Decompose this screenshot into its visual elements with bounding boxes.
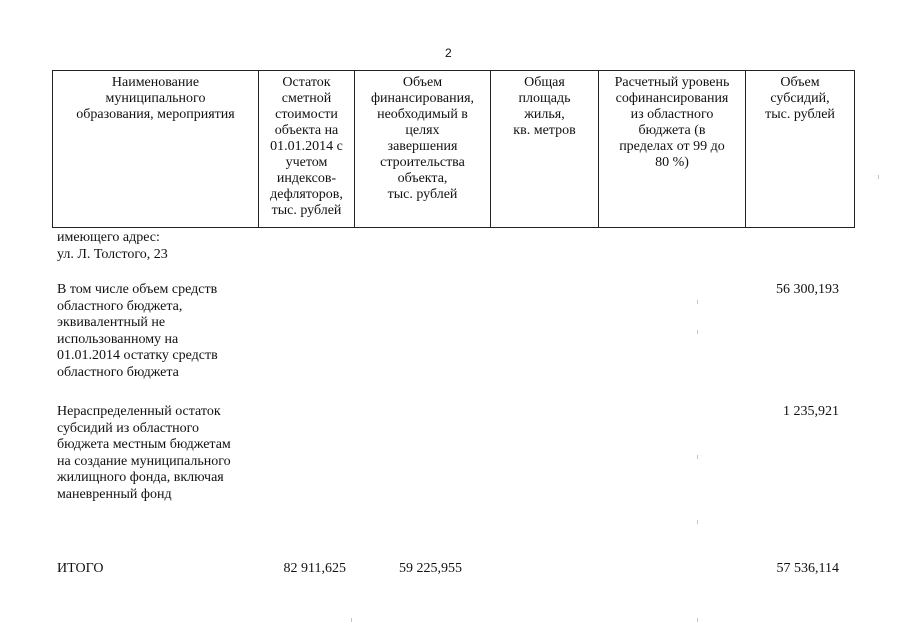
scan-speck [697, 520, 698, 524]
scan-speck [697, 330, 698, 334]
total-remaining-cost: 82 911,625 [283, 561, 346, 576]
scan-speck [878, 175, 879, 179]
undistributed-subsidy: 1 235,921 [783, 404, 839, 419]
header-table [52, 70, 855, 228]
undistributed-label: Нераспределенный остаток субсидий из областного бюджета местным бюджетам на создание муниципального жилищного фонда, включая маневренный фонд [57, 404, 231, 502]
total-subsidy: 57 536,114 [776, 561, 839, 576]
total-financing: 59 225,955 [399, 561, 462, 576]
scan-speck [351, 618, 352, 622]
header-living-area: Общая площадь жилья, кв. метров [491, 71, 599, 228]
header-row [53, 71, 855, 228]
total-label: ИТОГО [57, 561, 104, 576]
scan-speck [697, 618, 698, 622]
scan-speck [697, 300, 698, 304]
regional-budget-subsidy: 56 300,193 [776, 282, 839, 297]
header-municipality: Наименование муниципального образования, мероприятия [53, 71, 259, 228]
header-subsidy: Объем субсидий, тыс. рублей [746, 71, 855, 228]
address-text: имеющего адрес: ул. Л. Толстого, 23 [57, 230, 168, 262]
regional-budget-label: В том числе объем средств областного бюджета, эквивалентный не использованному на 01.01.2014 остатку средств областного бюджета [57, 282, 218, 380]
scan-speck [697, 455, 698, 459]
header-financing: Объем финансирования, необходимый в целях завершения строительства объекта, тыс. рублей [355, 71, 491, 228]
header-remaining-cost: Остаток сметной стоимости объекта на 01.01.2014 с учетом индексов- дефляторов, тыс. рублей [259, 71, 355, 228]
page-number: 2 [445, 46, 452, 60]
header-cofinancing-level: Расчетный уровень софинансирования из областного бюджета (в пределах от 99 до 80 %) [599, 71, 746, 228]
